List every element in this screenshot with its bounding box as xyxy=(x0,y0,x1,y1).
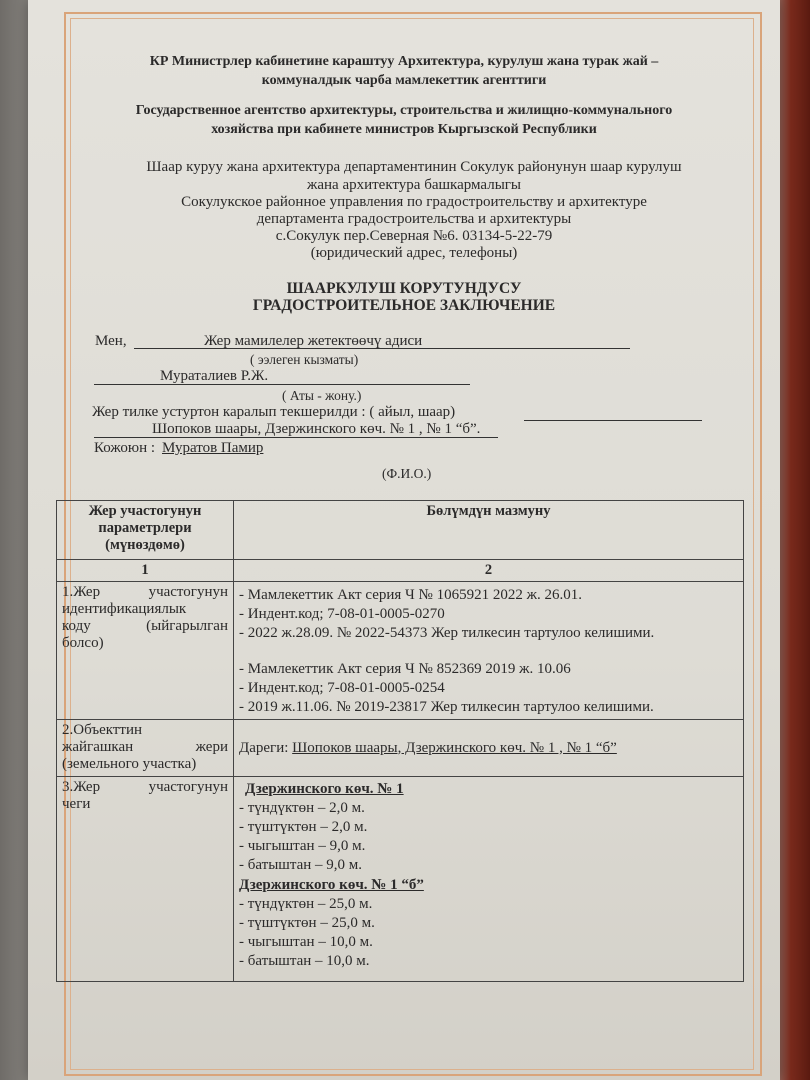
row2-label-line2: жайгашкан жери xyxy=(62,739,228,755)
department-ky-line1: Шаар куруу жана архитектура департаментинин Сокулук районунун шаар курулуш xyxy=(146,159,682,175)
row3-group1-item1: - түндүктөн – 2,0 м. xyxy=(239,800,365,816)
department-address-note: (юридический адрес, телефоны) xyxy=(310,245,518,261)
department-ky-line2: жана архитектура башкармалыгы xyxy=(306,177,521,193)
row2-address: Шопоков шаары, Дзержинского көч. № 1 , № 1 “б” xyxy=(292,739,617,756)
row1-item-a3: - 2022 ж.28.09. № 2022-54373 Жер тилкесин тартулоо келишими. xyxy=(239,625,655,641)
row1-label-line4: болсо) xyxy=(62,635,104,651)
table-header-row xyxy=(57,501,744,560)
department-ru-line1: Сокулукское районное управления по градостроительству и архитектуре xyxy=(181,194,647,210)
header-ky-line1: КР Министрлер кабинетине караштуу Архитектура, курулуш жана турак жай – xyxy=(149,54,659,69)
row3-group1-item2: - түштүктөн – 2,0 м. xyxy=(239,819,368,835)
row2-label-line1: 2.Объекттин xyxy=(62,722,143,738)
location-value: Шопоков шаары, Дзержинского көч. № 1 , № 1 “б”. xyxy=(152,421,481,437)
table-number-col1: 1 xyxy=(57,560,234,582)
row3-group1-item3: - чыгыштан – 9,0 м. xyxy=(239,838,366,854)
row1-item-a1: - Мамлекеттик Акт серия Ч № 1065921 2022 ж. 26.01. xyxy=(239,587,582,603)
row3-label-line2: чеги xyxy=(62,796,91,812)
table-number-col2: 2 xyxy=(234,560,744,582)
row1-label-line1: 1.Жер участогунун xyxy=(62,584,228,600)
row1-content xyxy=(234,582,744,720)
row3-group1-title: Дзержинского көч. № 1 xyxy=(245,781,404,797)
table-row xyxy=(57,777,744,982)
title-ky: ШААРКУЛУШ КОРУТУНДУСУ xyxy=(286,280,522,297)
position-note: ( ээлеген кызматы) xyxy=(250,352,359,367)
men-label: Мен, xyxy=(95,333,127,349)
table-header-col2: Бөлүмдүн мазмуну xyxy=(234,501,744,560)
department-ru-line2: департамента градостроительства и архитектуры xyxy=(256,211,572,227)
position-value: Жер мамилелер жетектөөчү адиси xyxy=(204,333,423,349)
row2-prefix: Дареги: xyxy=(239,739,293,756)
row1-label-line3: коду (ыйгарылган xyxy=(62,618,228,634)
row1-item-b1: - Мамлекеттик Акт серия Ч № 852369 2019 ж. 10.06 xyxy=(239,661,571,677)
row1-label xyxy=(57,582,234,720)
row3-group2-title: Дзержинского көч. № 1 “б” xyxy=(239,877,424,893)
parameters-table xyxy=(56,500,744,982)
table-header-col1 xyxy=(57,501,234,560)
row3-group1-item4: - батыштан – 9,0 м. xyxy=(239,857,362,873)
row3-content xyxy=(234,777,744,982)
department-address: с.Сокулук пер.Северная №6. 03134-5-22-79 xyxy=(275,228,553,244)
inspected-underline xyxy=(524,420,702,421)
name-underline xyxy=(94,384,470,385)
fio-note: (Ф.И.О.) xyxy=(382,466,432,481)
name-value: Мураталиев Р.Ж. xyxy=(160,368,269,384)
row1-item-a2: - Индент.код; 7-08-01-0005-0270 xyxy=(239,606,445,622)
header-col1-line3: (мүнөздөмө) xyxy=(105,537,185,553)
row1-label-line2: идентификациялык xyxy=(62,601,187,617)
title-ru: ГРАДОСТРОИТЕЛЬНОЕ ЗАКЛЮЧЕНИЕ xyxy=(252,297,556,314)
header-ru-line1: Государственное агентство архитектуры, строительства и жилищно-коммунального xyxy=(135,103,673,118)
header-ky-line2: коммуналдык чарба мамлекеттик агенттиги xyxy=(261,73,547,88)
header-col1-line2: параметрлери xyxy=(98,520,192,536)
row3-label-line1: 3.Жер участогунун xyxy=(62,779,228,795)
row1-item-b3: - 2019 ж.11.06. № 2019-23817 Жер тилкесин тартулоо келишими. xyxy=(239,699,654,715)
row3-group2-item1: - түндүктөн – 25,0 м. xyxy=(239,896,373,912)
owner-value: Муратов Памир xyxy=(162,440,264,456)
row2-content xyxy=(234,720,744,777)
row3-label xyxy=(57,777,234,982)
row1-item-b2: - Индент.код; 7-08-01-0005-0254 xyxy=(239,680,445,696)
table-row xyxy=(57,720,744,777)
table-row xyxy=(57,582,744,720)
row3-group2-item2: - түштүктөн – 25,0 м. xyxy=(239,915,375,931)
table-number-row xyxy=(57,560,744,582)
row3-group2-item3: - чыгыштан – 10,0 м. xyxy=(239,934,373,950)
document-page xyxy=(28,0,780,1080)
header-col1-line1: Жер участогунун xyxy=(88,503,202,519)
header-ru-line2: хозяйства при кабинете министров Кыргызской Республики xyxy=(211,122,597,137)
owner-label: Кожоюн : xyxy=(94,440,156,456)
row2-label-line3: (земельного участка) xyxy=(62,756,197,772)
row2-label xyxy=(57,720,234,777)
inspected-label: Жер тилке устуртон каралып текшерилди : ( айыл, шаар) xyxy=(92,404,456,420)
name-note: ( Аты - жону.) xyxy=(282,388,362,403)
row3-group2-item4: - батыштан – 10,0 м. xyxy=(239,953,370,969)
